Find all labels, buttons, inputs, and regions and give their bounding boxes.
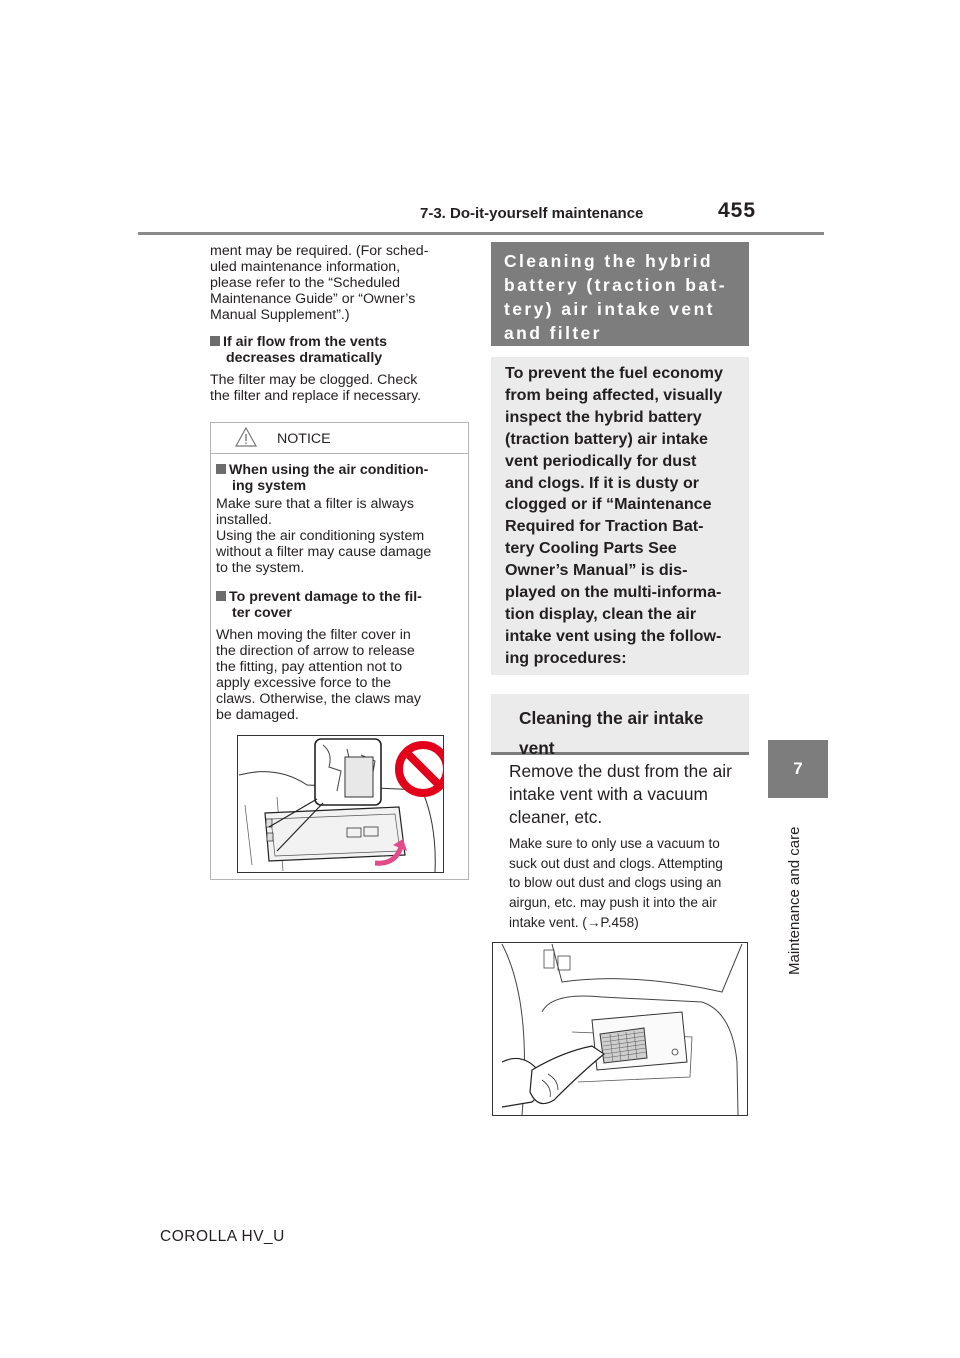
text-line: and clogs. If it is dusty or bbox=[505, 473, 700, 492]
text-line: Maintenance Guide” or “Owner’s bbox=[210, 291, 416, 307]
section-title: 7-3. Do-it-yourself maintenance bbox=[420, 205, 644, 222]
text-line: please refer to the “Scheduled bbox=[210, 275, 401, 291]
text-line: tery Cooling Parts See bbox=[505, 539, 677, 558]
text-line: Using the air conditioning system bbox=[216, 528, 425, 544]
step-note bbox=[509, 834, 749, 933]
filter-cover-illustration bbox=[237, 735, 444, 873]
notice-item-heading bbox=[216, 589, 466, 621]
text-line: When moving the filter cover in bbox=[216, 627, 411, 643]
chapter-title-vertical bbox=[786, 805, 810, 975]
text-line: ing procedures: bbox=[505, 648, 627, 667]
text-line: Manual Supplement”.) bbox=[210, 307, 350, 323]
text-line: without a filter may cause damage bbox=[216, 544, 432, 560]
text-line: clogged or if “Maintenance bbox=[505, 495, 712, 514]
heading-line: ing system bbox=[232, 478, 307, 494]
section-heading-box bbox=[491, 242, 749, 346]
text-line: To prevent the fuel economy bbox=[505, 364, 723, 382]
text-line: inspect the hybrid battery bbox=[505, 407, 702, 426]
text-line: vent periodically for dust bbox=[505, 451, 697, 470]
text-line: Make sure to only use a vacuum to bbox=[509, 836, 720, 851]
notice-label: NOTICE bbox=[277, 431, 331, 447]
airflow-body bbox=[210, 372, 470, 404]
text-line: Required for Traction Bat- bbox=[505, 517, 704, 536]
heading-line: To prevent damage to the fil- bbox=[229, 589, 422, 605]
text-line: to blow out dust and clogs using an bbox=[509, 875, 722, 891]
heading-line: tery) air intake vent bbox=[504, 299, 715, 319]
text-line: intake vent with a vacuum bbox=[509, 784, 708, 804]
text-line: cleaner, etc. bbox=[509, 807, 603, 827]
text-line: Owner’s Manual” is dis- bbox=[505, 561, 688, 580]
heading-line: ter cover bbox=[232, 605, 292, 621]
page-number: 455 bbox=[718, 199, 757, 222]
text-line: claws. Otherwise, the claws may bbox=[216, 691, 421, 707]
footer-model: COROLLA HV_U bbox=[160, 1228, 285, 1245]
bullet-square-icon bbox=[216, 464, 226, 474]
text-line: be damaged. bbox=[216, 707, 299, 723]
text-line: the direction of arrow to release bbox=[216, 643, 415, 659]
text-line: tion display, clean the air bbox=[505, 604, 697, 623]
step-text bbox=[509, 760, 749, 829]
heading-line: vent bbox=[519, 738, 555, 758]
notice-header bbox=[211, 423, 468, 454]
text-line: suck out dust and clogs. Attempting bbox=[509, 855, 723, 871]
notice-item-body bbox=[216, 627, 466, 723]
vent-grille bbox=[600, 1028, 647, 1063]
text-line: Remove the dust from the air bbox=[509, 761, 732, 781]
text-line: installed. bbox=[216, 512, 272, 528]
text-line: airgun, etc. may push it into the air bbox=[509, 895, 717, 911]
text-line: the fitting, pay attention not to bbox=[216, 659, 403, 675]
intro-text bbox=[491, 357, 749, 670]
text-line: The filter may be clogged. Check bbox=[210, 372, 418, 388]
heading-line: decreases dramatically bbox=[226, 350, 383, 366]
vacuum-cleaning-illustration bbox=[492, 942, 748, 1116]
heading-line: Cleaning the air intake bbox=[519, 708, 704, 728]
text-line: to the system. bbox=[216, 560, 305, 576]
text-line: played on the multi-informa- bbox=[505, 583, 722, 602]
text-line: (traction battery) air intake bbox=[505, 429, 709, 448]
notice-item-body bbox=[216, 496, 466, 576]
chapter-tab bbox=[768, 740, 828, 798]
text-line: from being affected, visually bbox=[505, 385, 723, 404]
caution-triangle-icon bbox=[234, 426, 258, 448]
airflow-heading bbox=[210, 334, 470, 366]
heading-line: When using the air condition- bbox=[229, 462, 429, 478]
continued-paragraph bbox=[210, 243, 470, 323]
text-line: intake vent using the follow- bbox=[505, 626, 722, 645]
heading-line: and filter bbox=[504, 323, 602, 343]
heading-line: battery (traction bat- bbox=[504, 275, 727, 295]
text-line: ment may be required. (For sched- bbox=[210, 243, 429, 259]
text-line: the filter and replace if necessary. bbox=[210, 388, 422, 404]
notice-box bbox=[210, 422, 469, 880]
bullet-square-icon bbox=[216, 591, 226, 601]
text-line: intake vent. (→P.458) bbox=[509, 914, 639, 930]
chapter-number: 7 bbox=[793, 759, 803, 778]
heading-line: Cleaning the hybrid bbox=[504, 251, 713, 271]
notice-item-heading bbox=[216, 462, 466, 494]
text-line: uled maintenance information, bbox=[210, 259, 401, 275]
text-line: apply excessive force to the bbox=[216, 675, 392, 691]
subheading-box bbox=[491, 694, 749, 758]
intro-box bbox=[491, 357, 749, 675]
heading-line: If air flow from the vents bbox=[223, 334, 387, 350]
text-line: Make sure that a filter is always bbox=[216, 496, 414, 512]
chapter-title: Maintenance and care bbox=[786, 826, 803, 975]
bullet-square-icon bbox=[210, 336, 220, 346]
header-rule bbox=[138, 232, 824, 235]
